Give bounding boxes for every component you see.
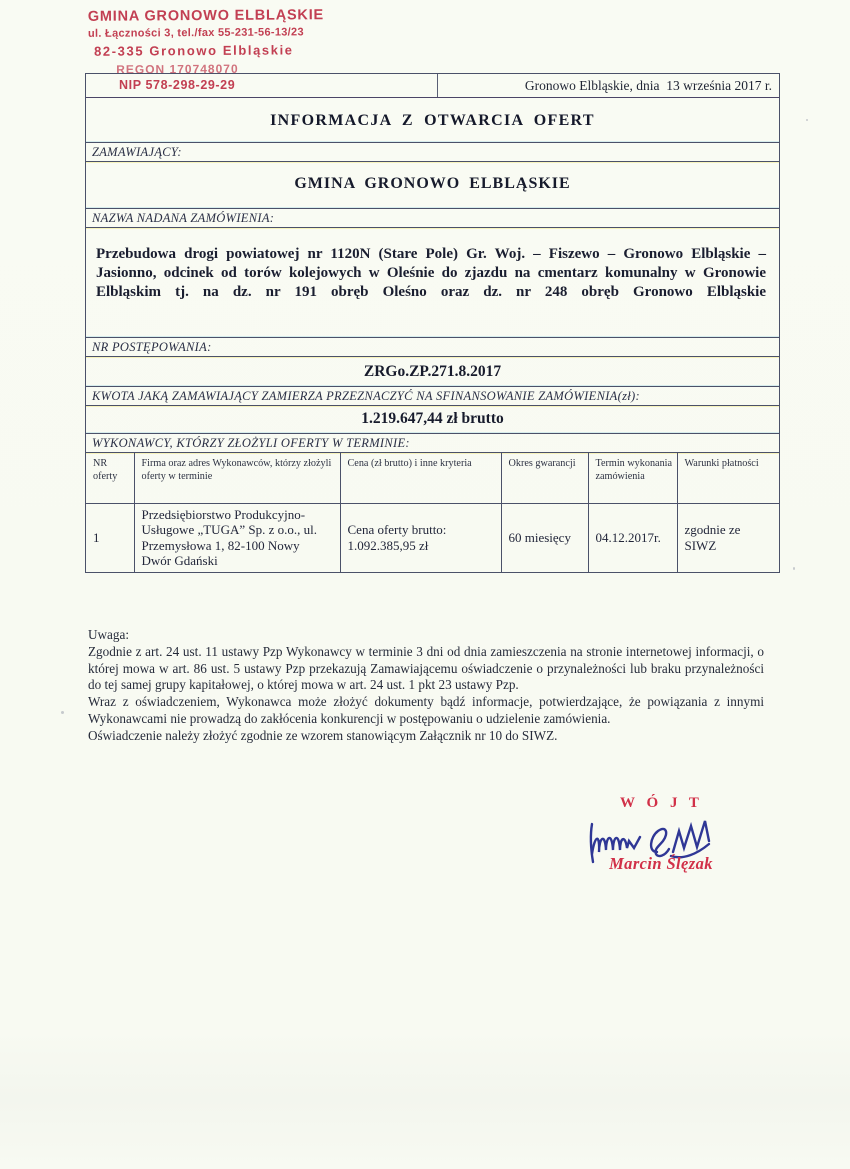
- offer-price-cell: [340, 503, 501, 572]
- stamp-address-phone: ul. Łączności 3, tel./fax 55-231-56-13/23: [87, 26, 304, 40]
- offer-company-cell: [134, 503, 340, 572]
- signature-title: W Ó J T: [620, 795, 702, 811]
- uwaga-paragraph-1: Zgodnie z art. 24 ust. 11 ustawy Pzp Wykonawcy w terminie 3 dni od dnia zamieszczenia na stronie internetowej informacji, o której mowa w art. 86 ust. 5 ustawy Pzp przekazują Zamawiającemu oświadczenie o przynależności lub braku przynależności do tej samej grupy kapitałowej, o której mowa w art. 24 ust. 1 pkt 23 ustawy Pzp.: [88, 643, 764, 693]
- document-box: [85, 73, 780, 573]
- offer-payment-text: zgodnie ze SIWZ: [684, 522, 741, 553]
- offer-number-cell: 1: [86, 503, 134, 572]
- stamp-regon: REGON 170748070: [116, 61, 239, 77]
- zamawiajacy-value: GMINA GRONOWO ELBLĄSKIE: [294, 175, 571, 192]
- zamawiajacy-label: ZAMAWIAJĄCY:: [86, 142, 779, 162]
- offer-payment-cell: [677, 503, 779, 572]
- signature-block: [556, 795, 766, 874]
- office-stamp: [88, 7, 325, 77]
- scan-speck: [61, 711, 64, 714]
- offer-price-value: 1.092.385,95 zł: [347, 537, 429, 553]
- col-header-cena: Cena (zł brutto) i inne kryteria: [340, 453, 501, 503]
- nazwa-zamowienia-value: Przebudowa drogi powiatowej nr 1120N (Stare Pole) Gr. Woj. – Fiszewo – Gronowo Elbląskie – Jasionno, odcinek od torów kolejowych w Oleśnie do zjazdu na cmentarz komunalny w Gronowie Elbląskim tj. na dz. nr 191 obręb Oleśno oraz dz. nr 248 obręb Gronowo Elbląskie: [96, 246, 766, 300]
- col-header-termin-wykonania: Termin wykonania zamówienia: [588, 453, 677, 503]
- uwaga-paragraph-3: Oświadczenie należy złożyć zgodnie ze wzorem stanowiącym Załącznik nr 10 do SIWZ.: [88, 727, 558, 743]
- wykonawcy-label: WYKONAWCY, KTÓRZY ZŁOŻYLI OFERTY W TERMINIE:: [86, 433, 779, 453]
- stamp-org-name: GMINA GRONOWO ELBLĄSKIE: [87, 7, 325, 25]
- col-header-firma: Firma oraz adres Wykonawców, którzy złożyli oferty w terminie: [134, 453, 340, 503]
- uwaga-paragraph-2: Wraz z oświadczeniem, Wykonawca może złożyć dokumenty bądź informacje, potwierdzające, że powiązania z innymi Wykonawcami nie prowadzą do zakłócenia konkurencji w postępowaniu o udzielenie zamówienia.: [88, 694, 764, 726]
- col-header-okres-gwarancji: Okres gwarancji: [501, 453, 588, 503]
- table-row: [86, 503, 779, 572]
- kwota-value: 1.219.647,44 zł brutto: [361, 410, 504, 427]
- nr-postepowania-value: ZRGo.ZP.271.8.2017: [363, 363, 502, 380]
- kwota-label: KWOTA JAKĄ ZAMAWIAJĄCY ZAMIERZA PRZEZNACZYĆ NA SFINANSOWANIE ZAMÓWIENIA(zł):: [86, 386, 779, 406]
- stamp-postal-city: 82-335 Gronowo Elbląskie: [94, 42, 294, 59]
- document-title: INFORMACJA Z OTWARCIA OFERT: [270, 112, 595, 129]
- scan-speck: [793, 567, 795, 570]
- nr-postepowania-label: NR POSTĘPOWANIA:: [86, 337, 779, 357]
- header-row: [86, 74, 779, 98]
- offer-deadline-cell: 04.12.2017r.: [588, 503, 677, 572]
- scan-speck: [806, 119, 808, 121]
- place-and-date: Gronowo Elbląskie, dnia 13 września 2017 r.: [524, 78, 772, 93]
- offers-table: [86, 453, 779, 573]
- nazwa-zamowienia-label: NAZWA NADANA ZAMÓWIENIA:: [86, 208, 779, 228]
- signature-name: Marcin Ślęzak: [609, 854, 713, 873]
- uwaga-title: Uwaga:: [88, 627, 130, 642]
- offer-warranty-cell: 60 miesięcy: [501, 503, 588, 572]
- col-header-warunki-platnosci: Warunki płatności: [677, 453, 779, 503]
- offers-table-header-row: [86, 453, 779, 503]
- notes-block: [88, 627, 764, 745]
- col-header-nr-oferty: NR oferty: [86, 453, 134, 503]
- offer-company-text: Przedsiębiorstwo Produkcyjno-Usługowe „TUGA” Sp. z o.o., ul. Przemysłowa 1, 82-100 Nowy Dwór Gdański: [141, 506, 317, 568]
- offer-price-label: Cena oferty brutto:: [347, 522, 447, 537]
- stamp-nip: NIP 578-298-29-29: [86, 74, 438, 97]
